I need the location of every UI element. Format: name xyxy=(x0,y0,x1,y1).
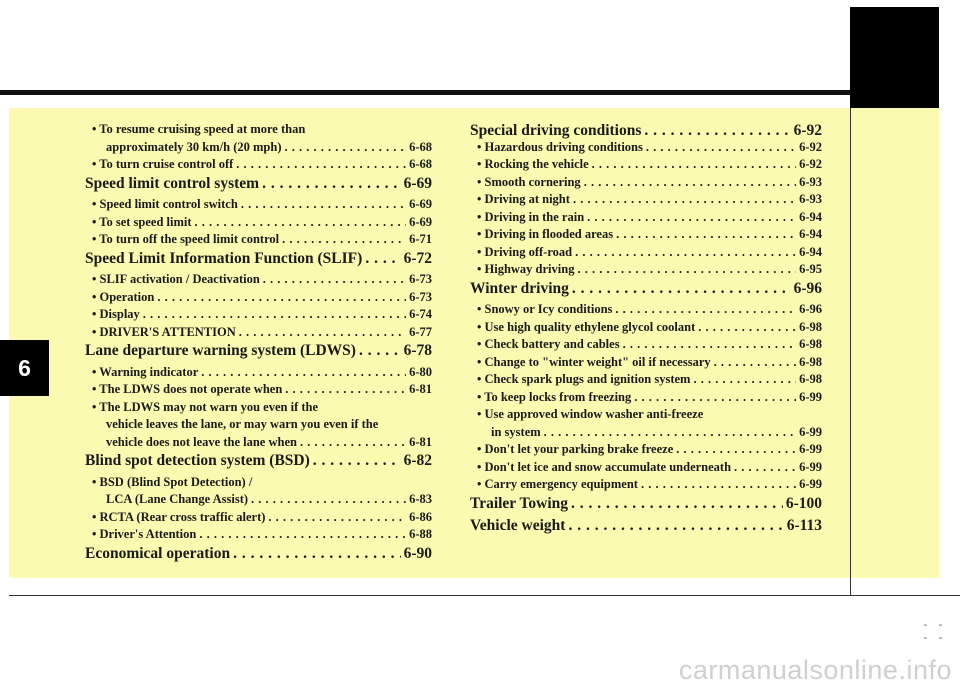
toc-subentry[interactable] xyxy=(85,197,432,215)
toc-entry-title: • Speed limit control switch xyxy=(92,197,238,211)
toc-leader-dots xyxy=(239,325,406,340)
toc-leader-dots xyxy=(644,122,790,140)
toc-page-number: 6-72 xyxy=(403,249,432,267)
toc-entry-title: • To keep locks from freezing xyxy=(477,389,632,404)
toc-leader-dots xyxy=(592,157,796,172)
toc-subentry[interactable] xyxy=(85,122,432,140)
toc-subentry[interactable] xyxy=(470,157,822,175)
toc-subentry[interactable] xyxy=(470,320,822,338)
toc-entry-title: • Driving at night xyxy=(477,192,570,206)
toc-page-number: 6-99 xyxy=(799,442,822,456)
toc-entry-title: • DRIVER'S ATTENTION xyxy=(92,324,236,339)
watermark xyxy=(0,655,960,686)
corner-tab xyxy=(850,7,939,108)
toc-subentry[interactable] xyxy=(85,157,432,175)
toc-page-number: 6-81 xyxy=(409,382,432,396)
toc-entry-title: • The LDWS does not operate when xyxy=(92,382,283,396)
toc-page-number: 6-69 xyxy=(403,174,432,192)
toc-section-entry[interactable] xyxy=(85,342,432,365)
toc-entry-title: • Rocking the vehicle xyxy=(477,157,589,171)
toc-page-number: 6-98 xyxy=(799,354,822,369)
toc-leader-dots xyxy=(262,175,401,193)
toc-section-entry[interactable] xyxy=(470,122,822,140)
toc-leader-dots xyxy=(698,320,796,335)
toc-entry-title: vehicle leaves the lane, or may warn you even if the xyxy=(106,417,379,431)
toc-entry-title: • To turn off the speed limit control xyxy=(92,232,280,246)
toc-leader-dots xyxy=(268,510,406,525)
toc-leader-dots xyxy=(195,215,407,230)
toc-leader-dots xyxy=(251,492,406,507)
toc-leader-dots xyxy=(616,227,796,242)
toc-subentry[interactable] xyxy=(85,435,432,453)
footer-rule xyxy=(9,595,960,596)
toc-subentry[interactable] xyxy=(470,245,822,263)
toc-entry-title: Economical operation xyxy=(85,544,231,562)
toc-entry-title: • Highway driving xyxy=(477,262,575,276)
toc-leader-dots xyxy=(572,280,791,298)
chapter-number-tab: 6 xyxy=(0,340,49,396)
toc-page-number: 6-98 xyxy=(799,337,822,351)
toc-page-number: 6-98 xyxy=(799,319,822,334)
toc-subentry[interactable] xyxy=(85,510,432,528)
toc-entry-title: • Use high quality ethylene glycol coolant xyxy=(477,319,696,334)
toc-page-number: 6-96 xyxy=(793,279,822,297)
toc-subentry[interactable] xyxy=(85,400,432,418)
toc-page-number: 6-69 xyxy=(409,214,432,229)
toc-leader-dots xyxy=(284,140,406,155)
toc-subentry[interactable] xyxy=(470,192,822,210)
toc-page-number: 6-71 xyxy=(409,232,432,246)
header-rule xyxy=(0,90,850,95)
toc-entry-title: • Display xyxy=(92,307,140,321)
page-corner-marks: - - - - xyxy=(922,618,945,644)
toc-leader-dots xyxy=(236,157,406,172)
toc-page-number: 6-113 xyxy=(786,517,822,534)
toc-subentry[interactable] xyxy=(85,365,432,383)
toc-page-number: 6-73 xyxy=(409,272,432,286)
toc-subentry[interactable] xyxy=(85,140,432,158)
toc-leader-dots xyxy=(734,460,796,475)
toc-page-number: 6-90 xyxy=(403,544,432,562)
toc-page-number: 6-77 xyxy=(409,324,432,339)
toc-subentry[interactable] xyxy=(85,215,432,233)
toc-page-number: 6-99 xyxy=(799,477,822,491)
toc-page-number: 6-96 xyxy=(799,302,822,316)
toc-section-entry[interactable] xyxy=(85,250,432,273)
toc-entry-title: • RCTA (Rear cross traffic alert) xyxy=(92,509,266,524)
toc-page-number: 6-100 xyxy=(785,494,822,512)
toc-leader-dots xyxy=(615,302,796,317)
toc-page-number: 6-83 xyxy=(409,492,432,506)
toc-subentry[interactable] xyxy=(85,325,432,343)
toc-page-number: 6-95 xyxy=(799,262,822,276)
toc-leader-dots xyxy=(568,517,783,535)
toc-entry-title: • Operation xyxy=(92,289,155,304)
toc-leader-dots xyxy=(634,390,796,405)
toc-leader-dots xyxy=(241,197,406,212)
toc-subentry[interactable] xyxy=(470,372,822,390)
toc-page-number: 6-94 xyxy=(799,209,822,224)
toc-entry-title: • Warning indicator xyxy=(92,364,199,379)
toc-subentry[interactable] xyxy=(470,477,822,495)
toc-leader-dots xyxy=(646,140,796,155)
toc-leader-dots xyxy=(544,425,796,440)
toc-leader-dots xyxy=(575,245,796,260)
toc-entry-title: Trailer Towing xyxy=(470,494,569,512)
toc-page-number: 6-88 xyxy=(409,527,432,541)
toc-leader-dots xyxy=(263,272,406,287)
toc-section-entry[interactable] xyxy=(470,495,822,518)
toc-leader-dots xyxy=(587,210,796,225)
toc-leader-dots xyxy=(300,435,406,450)
toc-entry-title: • To turn cruise control off xyxy=(92,157,234,171)
toc-page-number: 6-93 xyxy=(799,174,822,189)
toc-entry-title: • Don't let your parking brake freeze xyxy=(477,442,674,456)
toc-page-number: 6-86 xyxy=(409,509,432,524)
toc-page-number: 6-78 xyxy=(403,342,432,359)
toc-leader-dots xyxy=(157,290,406,305)
toc-leader-dots xyxy=(641,477,796,492)
toc-subentry[interactable] xyxy=(470,390,822,408)
toc-entry-title: • Change to "winter weight" oil if necessary xyxy=(477,354,711,369)
toc-page-number: 6-81 xyxy=(409,434,432,449)
toc-section-entry[interactable] xyxy=(85,545,432,568)
toc-entry-title: • Driving in flooded areas xyxy=(477,227,614,241)
toc-entry-title: • To resume cruising speed at more than xyxy=(92,122,306,136)
toc-subentry[interactable] xyxy=(470,442,822,460)
toc-page-number: 6-92 xyxy=(799,139,822,154)
toc-page-number: 6-80 xyxy=(409,364,432,379)
toc-entry-title: • Driving in the rain xyxy=(477,209,585,224)
toc-leader-dots xyxy=(282,232,406,247)
toc-entry-title: • Carry emergency equipment xyxy=(477,477,638,491)
toc-leader-dots xyxy=(359,342,401,360)
toc-subentry[interactable] xyxy=(470,355,822,373)
toc-leader-dots xyxy=(584,175,796,190)
toc-page-number: 6-93 xyxy=(799,192,822,206)
toc-page-number: 6-98 xyxy=(799,372,822,386)
toc-entry-title: • Check battery and cables xyxy=(477,337,620,351)
toc-leader-dots xyxy=(233,545,400,563)
toc-entry-title: • Use approved window washer anti-freeze xyxy=(477,407,704,421)
toc-subentry[interactable] xyxy=(470,140,822,158)
toc-entry-title: Special driving conditions xyxy=(470,122,642,139)
toc-page-number: 6-99 xyxy=(799,389,822,404)
toc-leader-dots xyxy=(365,250,400,268)
toc-subentry[interactable] xyxy=(470,460,822,478)
watermark-text: carmanualsonline.info xyxy=(678,655,952,685)
toc-subentry[interactable] xyxy=(470,227,822,245)
toc-leader-dots xyxy=(714,355,796,370)
toc-leader-dots xyxy=(285,382,406,397)
toc-leader-dots xyxy=(577,262,796,277)
toc-left-column xyxy=(85,122,432,567)
toc-section-entry[interactable] xyxy=(470,517,822,540)
toc-entry-title: • To set speed limit xyxy=(92,214,192,229)
toc-subentry[interactable] xyxy=(470,210,822,228)
toc-entry-title: Lane departure warning system (LDWS) xyxy=(85,342,356,359)
toc-subentry[interactable] xyxy=(470,262,822,280)
toc-section-entry[interactable] xyxy=(85,452,432,475)
toc-leader-dots xyxy=(571,495,783,513)
toc-entry-title: in system xyxy=(491,424,541,439)
toc-entry-title: • Driver's Attention xyxy=(92,527,197,541)
toc-subentry[interactable] xyxy=(470,337,822,355)
toc-entry-title: • Driving off-road xyxy=(477,244,573,259)
toc-subentry[interactable] xyxy=(85,307,432,325)
margin-divider xyxy=(850,108,851,596)
toc-leader-dots xyxy=(693,372,796,387)
toc-section-entry[interactable] xyxy=(470,280,822,303)
toc-page-number: 6-94 xyxy=(799,244,822,259)
toc-page-number: 6-74 xyxy=(409,307,432,321)
toc-entry-title: LCA (Lane Change Assist) xyxy=(106,492,249,506)
toc-subentry[interactable] xyxy=(85,382,432,400)
toc-subentry[interactable] xyxy=(85,232,432,250)
toc-leader-dots xyxy=(573,192,796,207)
toc-subentry[interactable] xyxy=(85,492,432,510)
toc-entry-title: • Don't let ice and snow accumulate underneath xyxy=(477,459,732,474)
toc-entry-title: • Smooth cornering xyxy=(477,174,581,189)
toc-subentry[interactable] xyxy=(85,417,432,435)
toc-leader-dots xyxy=(676,442,796,457)
toc-subentry[interactable] xyxy=(470,175,822,193)
toc-leader-dots xyxy=(199,527,406,542)
toc-entry-title: Vehicle weight xyxy=(470,517,566,534)
toc-right-column xyxy=(470,122,822,540)
toc-entry-title: • Check spark plugs and ignition system xyxy=(477,372,691,386)
toc-entry-title: Blind spot detection system (BSD) xyxy=(85,452,310,469)
toc-page-number: 6-82 xyxy=(403,452,432,469)
toc-page-number: 6-99 xyxy=(799,459,822,474)
toc-entry-title: • Snowy or Icy conditions xyxy=(477,302,613,316)
toc-page-number: 6-92 xyxy=(793,122,822,139)
toc-entry-title: • SLIF activation / Deactivation xyxy=(92,272,260,286)
toc-leader-dots xyxy=(623,337,797,352)
toc-entry-title: • The LDWS may not warn you even if the xyxy=(92,399,319,414)
toc-page-number: 6-68 xyxy=(409,157,432,171)
toc-entry-title: Speed Limit Information Function (SLIF) xyxy=(85,249,363,267)
toc-subentry[interactable] xyxy=(470,302,822,320)
toc-subentry[interactable] xyxy=(85,272,432,290)
toc-entry-title: Speed limit control system xyxy=(85,174,260,192)
toc-subentry[interactable] xyxy=(470,407,822,425)
toc-leader-dots xyxy=(143,307,406,322)
toc-entry-title: • Hazardous driving conditions xyxy=(477,139,643,154)
toc-entry-title: approximately 30 km/h (20 mph) xyxy=(106,139,282,154)
toc-page-number: 6-68 xyxy=(409,139,432,154)
toc-page-number: 6-92 xyxy=(799,157,822,171)
toc-section-entry[interactable] xyxy=(85,175,432,198)
toc-subentry[interactable] xyxy=(85,475,432,493)
toc-page-number: 6-94 xyxy=(799,227,822,241)
toc-leader-dots xyxy=(201,365,406,380)
toc-page-number: 6-99 xyxy=(799,424,822,439)
toc-entry-title: • BSD (Blind Spot Detection) / xyxy=(92,474,253,489)
toc-subentry[interactable] xyxy=(470,425,822,443)
toc-page-number: 6-69 xyxy=(409,197,432,211)
toc-subentry[interactable] xyxy=(85,527,432,545)
toc-entry-title: vehicle does not leave the lane when xyxy=(106,434,297,449)
toc-entry-title: Winter driving xyxy=(470,279,569,297)
toc-leader-dots xyxy=(313,452,401,470)
toc-page-number: 6-73 xyxy=(409,289,432,304)
toc-subentry[interactable] xyxy=(85,290,432,308)
